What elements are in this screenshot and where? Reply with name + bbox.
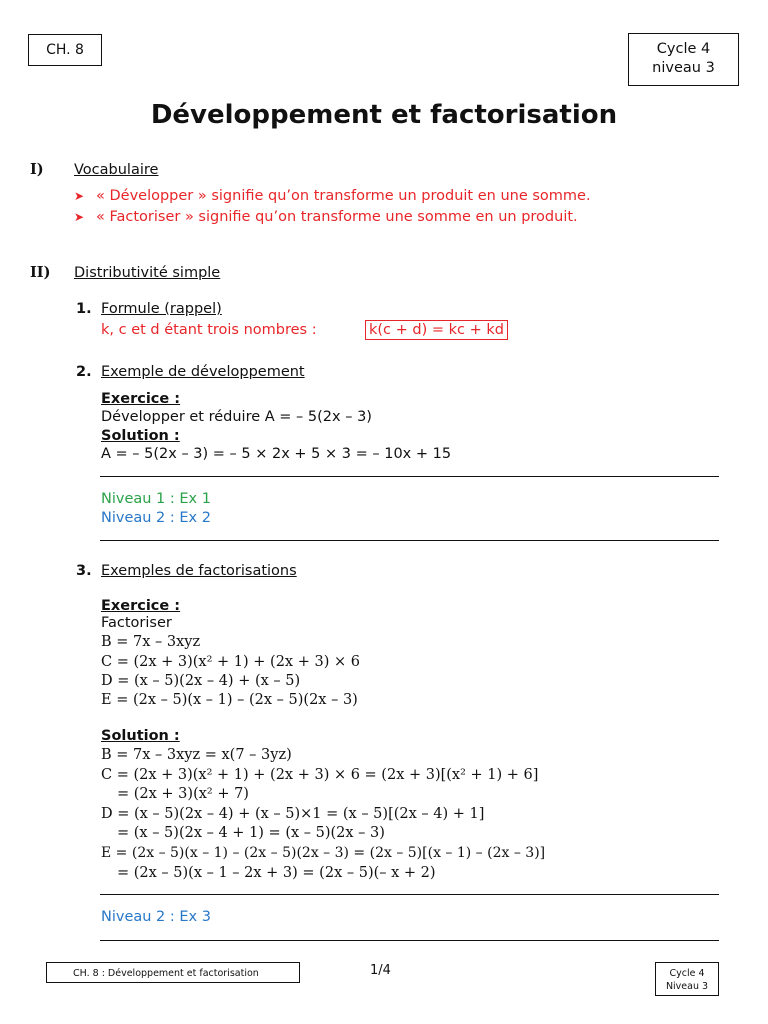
divider [100,540,719,541]
footer-left-box [46,962,300,983]
divider [100,476,719,477]
solution-line: = (2x + 3)(x² + 7) [117,786,249,802]
divider [100,894,719,895]
sub3-exercice-label: Exercice : [101,598,181,614]
page-title: Développement et factorisation [150,100,618,130]
bullet-item: ➤ « Développer » signifie qu’on transforme un produit en une somme. [74,188,591,204]
cycle-box [628,33,739,86]
sub3-solution-label: Solution : [101,728,180,744]
sub2-solution-text: A = – 5(2x – 3) = – 5 × 2x + 5 × 3 = – 10x + 15 [101,446,452,462]
niveau1-link[interactable]: Niveau 1 : Ex 1 [101,491,211,507]
sub1-number: 1. [76,301,92,317]
footer-right-box [655,962,719,996]
cycle-line1: Cycle 4 [656,41,711,57]
footer-left-text: CH. 8 : Développement et factorisation [73,968,259,979]
section1-number: I) [30,161,44,178]
cycle-line2: niveau 3 [652,60,715,76]
bullet-item: ➤ « Factoriser » signifie qu’on transforme une somme en un produit. [74,209,578,225]
sub2-number: 2. [76,364,92,380]
formula-text: k(c + d) = kc + kd [369,322,504,338]
section1-heading: Vocabulaire [74,162,159,178]
sub3-number: 3. [76,563,92,579]
footer-right-line1: Cycle 4 [669,968,705,979]
footer-right-line2: Niveau 3 [665,981,709,992]
sub3-exercice-intro: Factoriser [101,615,172,631]
niveau2-ex3-link[interactable]: Niveau 2 : Ex 3 [101,909,211,925]
sub1-heading: Formule (rappel) [101,301,222,317]
page-number: 1/4 [370,963,391,978]
solution-line: B = 7x – 3xyz = x(7 – 3yz) [101,747,292,763]
section2-number: II) [30,264,51,281]
chapter-label: CH. 8 [46,42,84,58]
solution-line: D = (x – 5)(2x – 4) + (x – 5)×1 = (x – 5)[(2x – 4) + 1] [101,806,485,822]
exercice-line: E = (2x – 5)(x – 1) – (2x – 5)(2x – 3) [101,692,358,708]
formula-box [365,320,508,340]
solution-line: C = (2x + 3)(x² + 1) + (2x + 3) × 6 = (2x + 3)[(x² + 1) + 6] [101,767,539,783]
exercice-line: B = 7x – 3xyz [101,634,201,650]
section2-heading: Distributivité simple [74,265,221,281]
sub2-solution-label: Solution : [101,428,180,444]
solution-line: E = (2x – 5)(x – 1) – (2x – 5)(2x – 3) = (2x – 5)[(x – 1) – (2x – 3)] [101,845,546,861]
arrow-bullet-icon: ➤ [74,210,85,224]
solution-line: = (2x – 5)(x – 1 – 2x + 3) = (2x – 5)(– x + 2) [117,865,436,881]
arrow-bullet-icon: ➤ [74,189,85,203]
divider [100,940,719,941]
exercice-line: D = (x – 5)(2x – 4) + (x – 5) [101,673,301,689]
exercice-line: C = (2x + 3)(x² + 1) + (2x + 3) × 6 [101,654,360,670]
solution-line: = (x – 5)(2x – 4 + 1) = (x – 5)(2x – 3) [117,825,385,841]
sub3-heading: Exemples de factorisations [101,563,297,579]
sub2-exercice-text: Développer et réduire A = – 5(2x – 3) [101,409,372,425]
niveau2-link[interactable]: Niveau 2 : Ex 2 [101,510,211,526]
sub1-text: k, c et d étant trois nombres : [101,322,317,338]
sub2-heading: Exemple de développement [101,364,305,380]
chapter-box [28,34,102,66]
sub2-exercice-label: Exercice : [101,391,181,407]
